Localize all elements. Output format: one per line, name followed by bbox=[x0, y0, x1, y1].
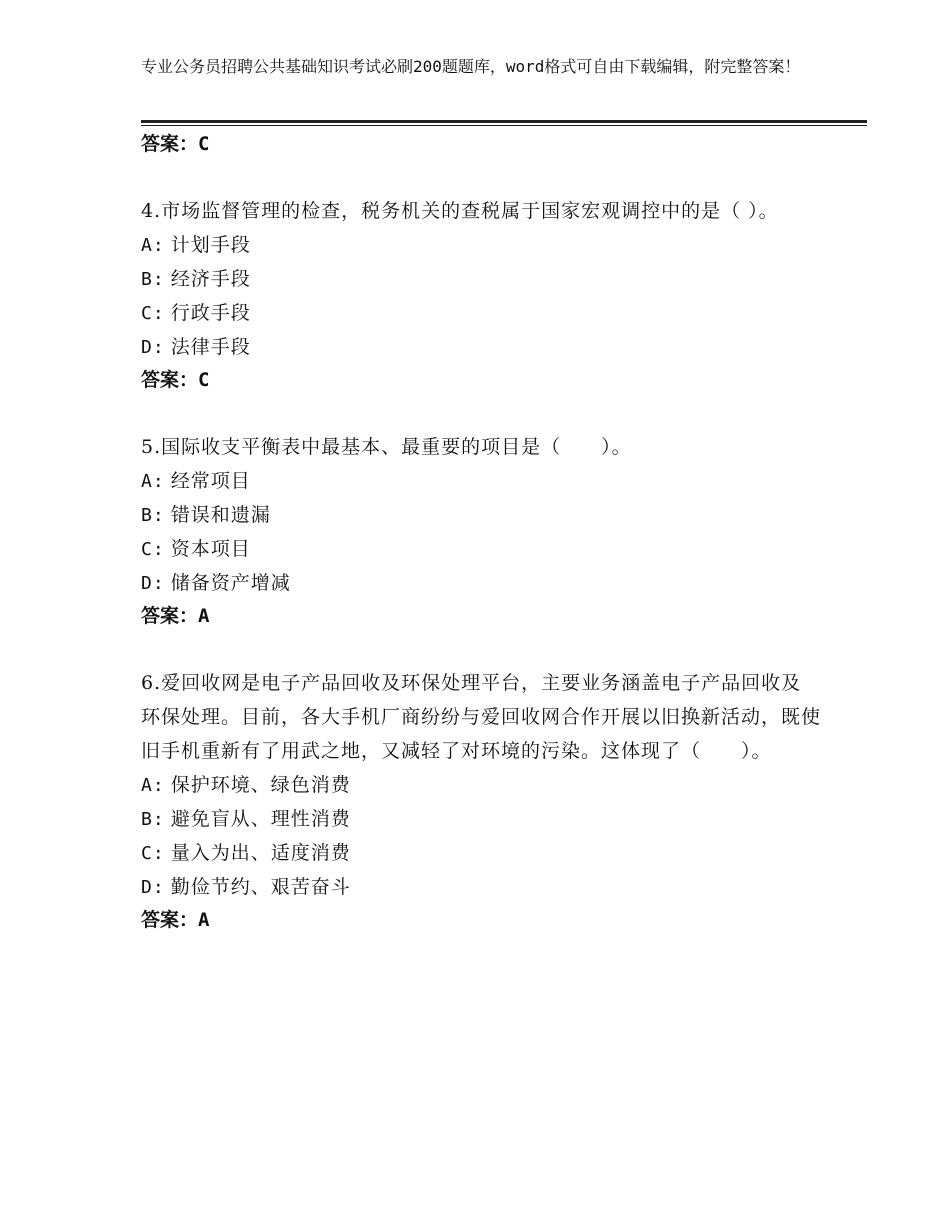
question-5 bbox=[141, 430, 821, 632]
option-letter: B: bbox=[141, 809, 165, 830]
option-text: 行政手段 bbox=[170, 302, 251, 324]
option-text: 避免盲从、理性消费 bbox=[170, 808, 351, 830]
option-d bbox=[141, 870, 821, 904]
question-answer bbox=[141, 600, 821, 632]
option-text: 法律手段 bbox=[170, 336, 251, 358]
question-answer bbox=[141, 364, 821, 396]
option-letter: B: bbox=[141, 505, 165, 526]
option-letter: C: bbox=[141, 539, 165, 560]
option-letter: C: bbox=[141, 843, 165, 864]
option-letter: A: bbox=[141, 471, 165, 492]
option-letter: D: bbox=[141, 877, 165, 898]
option-a bbox=[141, 464, 821, 498]
header-rule-thick bbox=[141, 120, 867, 123]
option-text: 勤俭节约、艰苦奋斗 bbox=[170, 876, 351, 898]
option-letter: A: bbox=[141, 775, 165, 796]
option-letter: A: bbox=[141, 235, 165, 256]
question-answer bbox=[141, 904, 821, 936]
option-text: 计划手段 bbox=[170, 234, 251, 256]
question-4 bbox=[141, 194, 821, 396]
option-letter: C: bbox=[141, 303, 165, 324]
option-b bbox=[141, 498, 821, 532]
option-text: 储备资产增减 bbox=[170, 572, 291, 594]
answer-label: 答案： bbox=[141, 369, 199, 391]
answer-value: C bbox=[198, 369, 210, 391]
option-b bbox=[141, 802, 821, 836]
option-letter: B: bbox=[141, 269, 165, 290]
document-content bbox=[141, 128, 821, 936]
option-c bbox=[141, 532, 821, 566]
option-text: 错误和遗漏 bbox=[170, 504, 271, 526]
option-letter: D: bbox=[141, 573, 165, 594]
option-d bbox=[141, 566, 821, 600]
answer-value: C bbox=[198, 133, 210, 155]
option-text: 保护环境、绿色消费 bbox=[170, 774, 351, 796]
option-a bbox=[141, 228, 821, 262]
page-header: 专业公务员招聘公共基础知识考试必刷200题题库，word格式可自由下载编辑，附完整答案！ bbox=[141, 57, 801, 76]
option-text: 经济手段 bbox=[170, 268, 251, 290]
option-text: 量入为出、适度消费 bbox=[170, 842, 351, 864]
question-6 bbox=[141, 666, 821, 936]
option-b bbox=[141, 262, 821, 296]
option-c bbox=[141, 296, 821, 330]
option-a bbox=[141, 768, 821, 802]
option-letter: D: bbox=[141, 337, 165, 358]
header-rule-thin bbox=[141, 125, 867, 126]
answer-label: 答案： bbox=[141, 605, 199, 627]
question-stem: 4.市场监督管理的检查，税务机关的查税属于国家宏观调控中的是（ ）。 bbox=[141, 200, 779, 222]
option-c bbox=[141, 836, 821, 870]
answer-label: 答案： bbox=[141, 909, 199, 931]
question-stem: 5.国际收支平衡表中最基本、最重要的项目是（ ）。 bbox=[141, 436, 632, 458]
option-d bbox=[141, 330, 821, 364]
option-text: 资本项目 bbox=[170, 538, 251, 560]
answer-label: 答案： bbox=[141, 133, 199, 155]
answer-value: A bbox=[198, 605, 210, 627]
question-stem: 6.爱回收网是电子产品回收及环保处理平台，主要业务涵盖电子产品回收及环保处理。目前，各大手机厂商纷纷与爱回收网合作开展以旧换新活动，既使旧手机重新有了用武之地，又减轻了对环境的污染。这体现了（ ）。 bbox=[141, 672, 822, 762]
answer-value: A bbox=[198, 909, 210, 931]
previous-question-answer bbox=[141, 128, 821, 160]
option-text: 经常项目 bbox=[170, 470, 251, 492]
